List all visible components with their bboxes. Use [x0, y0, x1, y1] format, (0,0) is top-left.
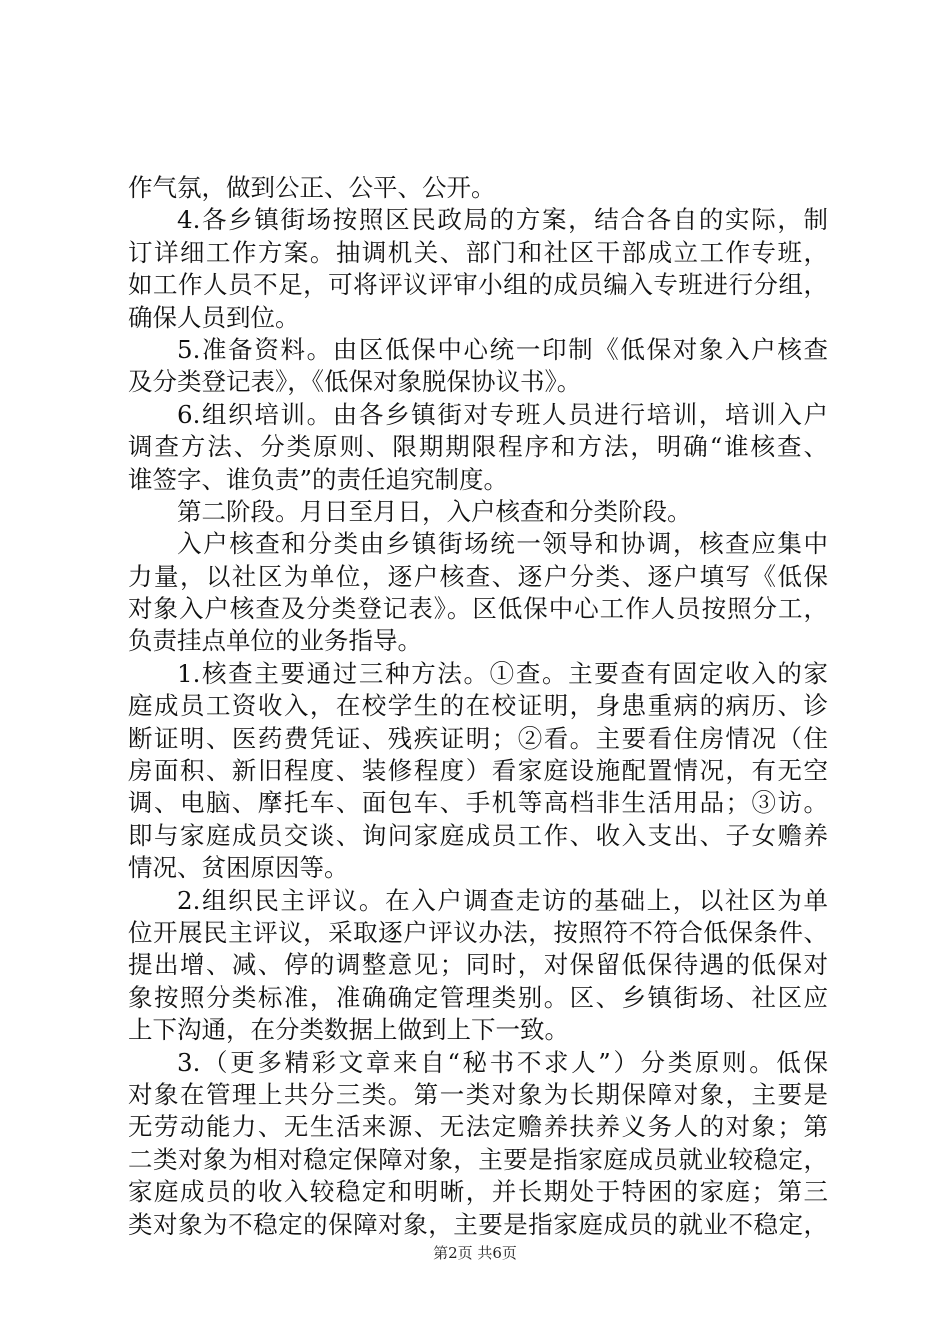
text-line: 5.准备资料。由区低保中心统一印制《低保对象入户核查 [177, 334, 828, 364]
text-line: 二类对象为相对稳定保障对象，主要是指家庭成员就业较稳定， [128, 1144, 828, 1174]
text-line: 3.（更多精彩文章来自“秘书不求人”）分类原则。低保 [177, 1047, 828, 1077]
text-line: 订详细工作方案。抽调机关、部门和社区干部成立工作专班， [128, 237, 828, 267]
text-line: 即与家庭成员交谈、询问家庭成员工作、收入支出、子女赡养 [128, 820, 828, 850]
text-line: 4.各乡镇街场按照区民政局的方案，结合各自的实际，制 [177, 205, 828, 235]
text-line: 庭成员工资收入，在校学生的在校证明，身患重病的病历、诊 [128, 691, 828, 721]
text-line: 1.核查主要通过三种方法。①查。主要查有固定收入的家 [177, 658, 828, 688]
text-line: 无劳动能力、无生活来源、无法定赡养扶养义务人的对象；第 [128, 1112, 828, 1142]
text-line: 断证明、医药费凭证、残疾证明；②看。主要看住房情况（住 [128, 723, 828, 753]
text-line: 2.组织民主评议。在入户调查走访的基础上，以社区为单 [177, 885, 828, 915]
text-line: 象按照分类标准，准确确定管理类别。区、乡镇街场、社区应 [128, 982, 828, 1012]
text-line: 力量，以社区为单位，逐户核查、逐户分类、逐户填写《低保 [128, 561, 828, 591]
text-line: 上下沟通，在分类数据上做到上下一致。 [128, 1015, 569, 1045]
section-heading: 第二阶段。月日至月日，入户核查和分类阶段。 [177, 496, 692, 526]
text-line: 类对象为不稳定的保障对象，主要是指家庭成员的就业不稳定， [128, 1209, 828, 1239]
text-line: 入户核查和分类由乡镇街场统一领导和协调，核查应集中 [177, 529, 828, 559]
document-body [128, 172, 828, 1241]
text-line: 情况、贫困原因等。 [128, 853, 349, 883]
text-line: 提出增、减、停的调整意见；同时，对保留低保待遇的低保对 [128, 950, 828, 980]
text-line: 作气氛，做到公正、公平、公开。 [128, 173, 496, 202]
text-line: 及分类登记表》，《低保对象脱保协议书》。 [128, 367, 582, 397]
text-line: 确保人员到位。 [128, 302, 300, 332]
text-line: 调、电脑、摩托车、面包车、手机等高档非生活用品；③访。 [128, 788, 828, 818]
text-line: 调查方法、分类原则、限期期限程序和方法，明确“谁核查、 [128, 432, 828, 462]
text-line: 6.组织培训。由各乡镇街对专班人员进行培训，培训入户 [177, 399, 828, 429]
page-number-footer: 第2页 共6页 [433, 1244, 517, 1262]
text-line: 如工作人员不足，可将评议评审小组的成员编入专班进行分组， [128, 270, 828, 300]
text-line: 对象在管理上共分三类。第一类对象为长期保障对象，主要是 [128, 1079, 828, 1109]
text-line: 负责挂点单位的业务指导。 [128, 626, 422, 656]
text-line: 对象入户核查及分类登记表》。区低保中心工作人员按照分工， [128, 594, 828, 624]
text-line: 家庭成员的收入较稳定和明晰，并长期处于特困的家庭；第三 [128, 1177, 828, 1207]
text-line: 谁签字、谁负责”的责任追究制度。 [128, 464, 509, 494]
text-line: 房面积、新旧程度、装修程度）看家庭设施配置情况，有无空 [128, 756, 828, 786]
text-line: 位开展民主评议，采取逐户评议办法，按照符不符合低保条件、 [128, 917, 828, 947]
